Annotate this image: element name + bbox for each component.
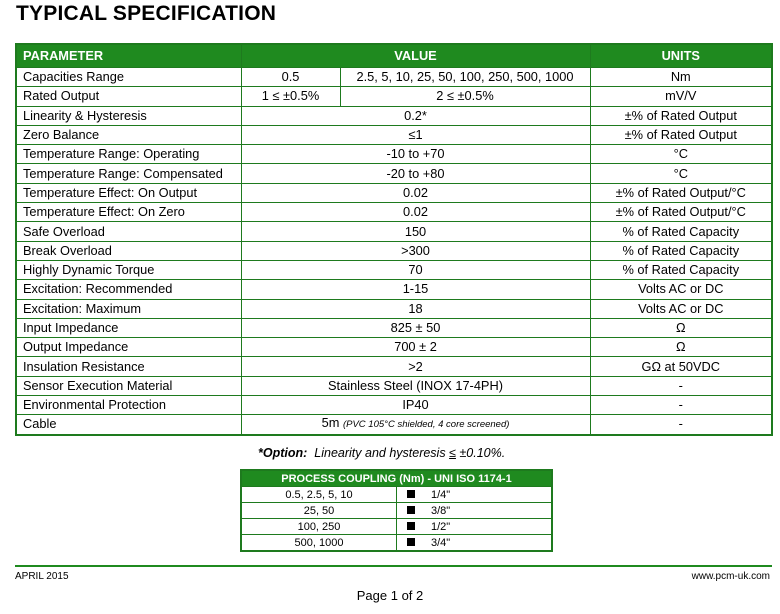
spec-row xyxy=(16,222,772,241)
spec-header-row xyxy=(16,44,772,68)
option-value: ±0.10%. xyxy=(459,446,506,460)
coupling-row xyxy=(241,519,552,535)
value-cell: >300 xyxy=(241,241,590,260)
parameter-cell: Linearity & Hysteresis xyxy=(16,106,241,125)
coupling-header: PROCESS COUPLING (Nm) - UNI ISO 1174-1 xyxy=(241,470,552,487)
spec-row xyxy=(16,145,772,164)
units-cell: °C xyxy=(590,164,772,183)
value-cell: Stainless Steel (INOX 17-4PH) xyxy=(241,376,590,395)
parameter-cell: Cable xyxy=(16,415,241,435)
spec-row xyxy=(16,68,772,87)
value-cell: ≤1 xyxy=(241,125,590,144)
footer-website: www.pcm-uk.com xyxy=(691,571,770,582)
coupling-thread: 1/2" xyxy=(431,520,451,533)
units-cell: °C xyxy=(590,145,772,164)
parameter-cell: Temperature Effect: On Output xyxy=(16,183,241,202)
units-cell: Nm xyxy=(590,68,772,87)
header-value: VALUE xyxy=(241,44,590,68)
coupling-sizes: 500, 1000 xyxy=(241,535,397,552)
coupling-row xyxy=(241,535,552,552)
coupling-sizes: 0.5, 2.5, 5, 10 xyxy=(241,487,397,503)
value-cell: 1 ≤ ±0.5% xyxy=(241,87,340,106)
header-parameter: PARAMETER xyxy=(16,44,241,68)
page-number: Page 1 of 2 xyxy=(356,588,424,603)
spec-row-cable xyxy=(16,415,772,435)
coupling-thread-cell xyxy=(397,503,553,519)
units-cell: Ω xyxy=(590,338,772,357)
square-bullet-icon xyxy=(407,522,415,530)
parameter-cell: Temperature Range: Compensated xyxy=(16,164,241,183)
square-bullet-icon xyxy=(407,490,415,498)
parameter-cell: Break Overload xyxy=(16,241,241,260)
spec-row xyxy=(16,106,772,125)
cable-note: (PVC 105°C shielded, 4 core screened) xyxy=(342,419,510,431)
coupling-sizes: 100, 250 xyxy=(241,519,397,535)
value-cell: 700 ± 2 xyxy=(241,338,590,357)
units-cell: - xyxy=(590,415,772,435)
parameter-cell: Safe Overload xyxy=(16,222,241,241)
option-text: Linearity and hysteresis xyxy=(314,446,446,460)
parameter-cell: Input Impedance xyxy=(16,318,241,337)
units-cell: Volts AC or DC xyxy=(590,280,772,299)
value-cell: 18 xyxy=(241,299,590,318)
parameter-cell: Environmental Protection xyxy=(16,396,241,415)
cable-length: 5m xyxy=(321,415,340,431)
option-le: ≤ xyxy=(449,446,456,460)
parameter-cell: Temperature Effect: On Zero xyxy=(16,203,241,222)
parameter-cell: Rated Output xyxy=(16,87,241,106)
footer-date: APRIL 2015 xyxy=(15,571,69,582)
spec-row xyxy=(16,125,772,144)
value-cell: 2.5, 5, 10, 25, 50, 100, 250, 500, 1000 xyxy=(340,68,590,87)
units-cell: % of Rated Capacity xyxy=(590,241,772,260)
specification-table xyxy=(15,43,773,436)
units-cell: Volts AC or DC xyxy=(590,299,772,318)
value-cell: -20 to +80 xyxy=(241,164,590,183)
value-cell: 1-15 xyxy=(241,280,590,299)
coupling-thread: 3/8" xyxy=(431,504,451,517)
value-cell: 0.5 xyxy=(241,68,340,87)
units-cell: ±% of Rated Output/°C xyxy=(590,203,772,222)
coupling-row xyxy=(241,487,552,503)
units-cell: GΩ at 50VDC xyxy=(590,357,772,376)
coupling-thread-cell xyxy=(397,519,553,535)
units-cell: % of Rated Capacity xyxy=(590,222,772,241)
footer-divider xyxy=(15,565,772,567)
units-cell: - xyxy=(590,396,772,415)
spec-row xyxy=(16,87,772,106)
spec-row xyxy=(16,357,772,376)
spec-row xyxy=(16,396,772,415)
spec-row xyxy=(16,164,772,183)
units-cell: - xyxy=(590,376,772,395)
coupling-thread-cell xyxy=(397,535,553,552)
coupling-thread-cell xyxy=(397,487,553,503)
process-coupling-table xyxy=(240,469,553,552)
parameter-cell: Highly Dynamic Torque xyxy=(16,260,241,279)
option-note xyxy=(258,446,505,460)
spec-row xyxy=(16,376,772,395)
units-cell: ±% of Rated Output xyxy=(590,125,772,144)
spec-row xyxy=(16,260,772,279)
value-cell: 0.02 xyxy=(241,183,590,202)
parameter-cell: Insulation Resistance xyxy=(16,357,241,376)
spec-body xyxy=(16,68,772,435)
coupling-thread: 3/4" xyxy=(431,536,451,549)
parameter-cell: Output Impedance xyxy=(16,338,241,357)
option-label: Option: xyxy=(262,446,308,460)
parameter-cell: Sensor Execution Material xyxy=(16,376,241,395)
page-title: TYPICAL SPECIFICATION xyxy=(16,2,277,25)
spec-row xyxy=(16,241,772,260)
header-units: UNITS xyxy=(590,44,772,68)
value-cell: 0.2* xyxy=(241,106,590,125)
spec-row xyxy=(16,203,772,222)
units-cell: Ω xyxy=(590,318,772,337)
square-bullet-icon xyxy=(407,538,415,546)
coupling-header-row xyxy=(241,470,552,487)
spec-row xyxy=(16,338,772,357)
parameter-cell: Excitation: Maximum xyxy=(16,299,241,318)
value-cell xyxy=(241,415,590,435)
value-cell: -10 to +70 xyxy=(241,145,590,164)
value-cell: 70 xyxy=(241,260,590,279)
value-cell: >2 xyxy=(241,357,590,376)
parameter-cell: Temperature Range: Operating xyxy=(16,145,241,164)
units-cell: ±% of Rated Output xyxy=(590,106,772,125)
spec-row xyxy=(16,183,772,202)
units-cell: mV/V xyxy=(590,87,772,106)
coupling-sizes: 25, 50 xyxy=(241,503,397,519)
value-cell: 825 ± 50 xyxy=(241,318,590,337)
square-bullet-icon xyxy=(407,506,415,514)
spec-row xyxy=(16,318,772,337)
units-cell: % of Rated Capacity xyxy=(590,260,772,279)
coupling-thread: 1/4" xyxy=(431,488,451,501)
parameter-cell: Excitation: Recommended xyxy=(16,280,241,299)
value-cell: 0.02 xyxy=(241,203,590,222)
coupling-body xyxy=(241,487,552,552)
coupling-row xyxy=(241,503,552,519)
units-cell: ±% of Rated Output/°C xyxy=(590,183,772,202)
value-cell: 2 ≤ ±0.5% xyxy=(340,87,590,106)
value-cell: 150 xyxy=(241,222,590,241)
spec-row xyxy=(16,280,772,299)
spec-row xyxy=(16,299,772,318)
value-cell: IP40 xyxy=(241,396,590,415)
parameter-cell: Zero Balance xyxy=(16,125,241,144)
parameter-cell: Capacities Range xyxy=(16,68,241,87)
option-star: * xyxy=(258,446,263,460)
